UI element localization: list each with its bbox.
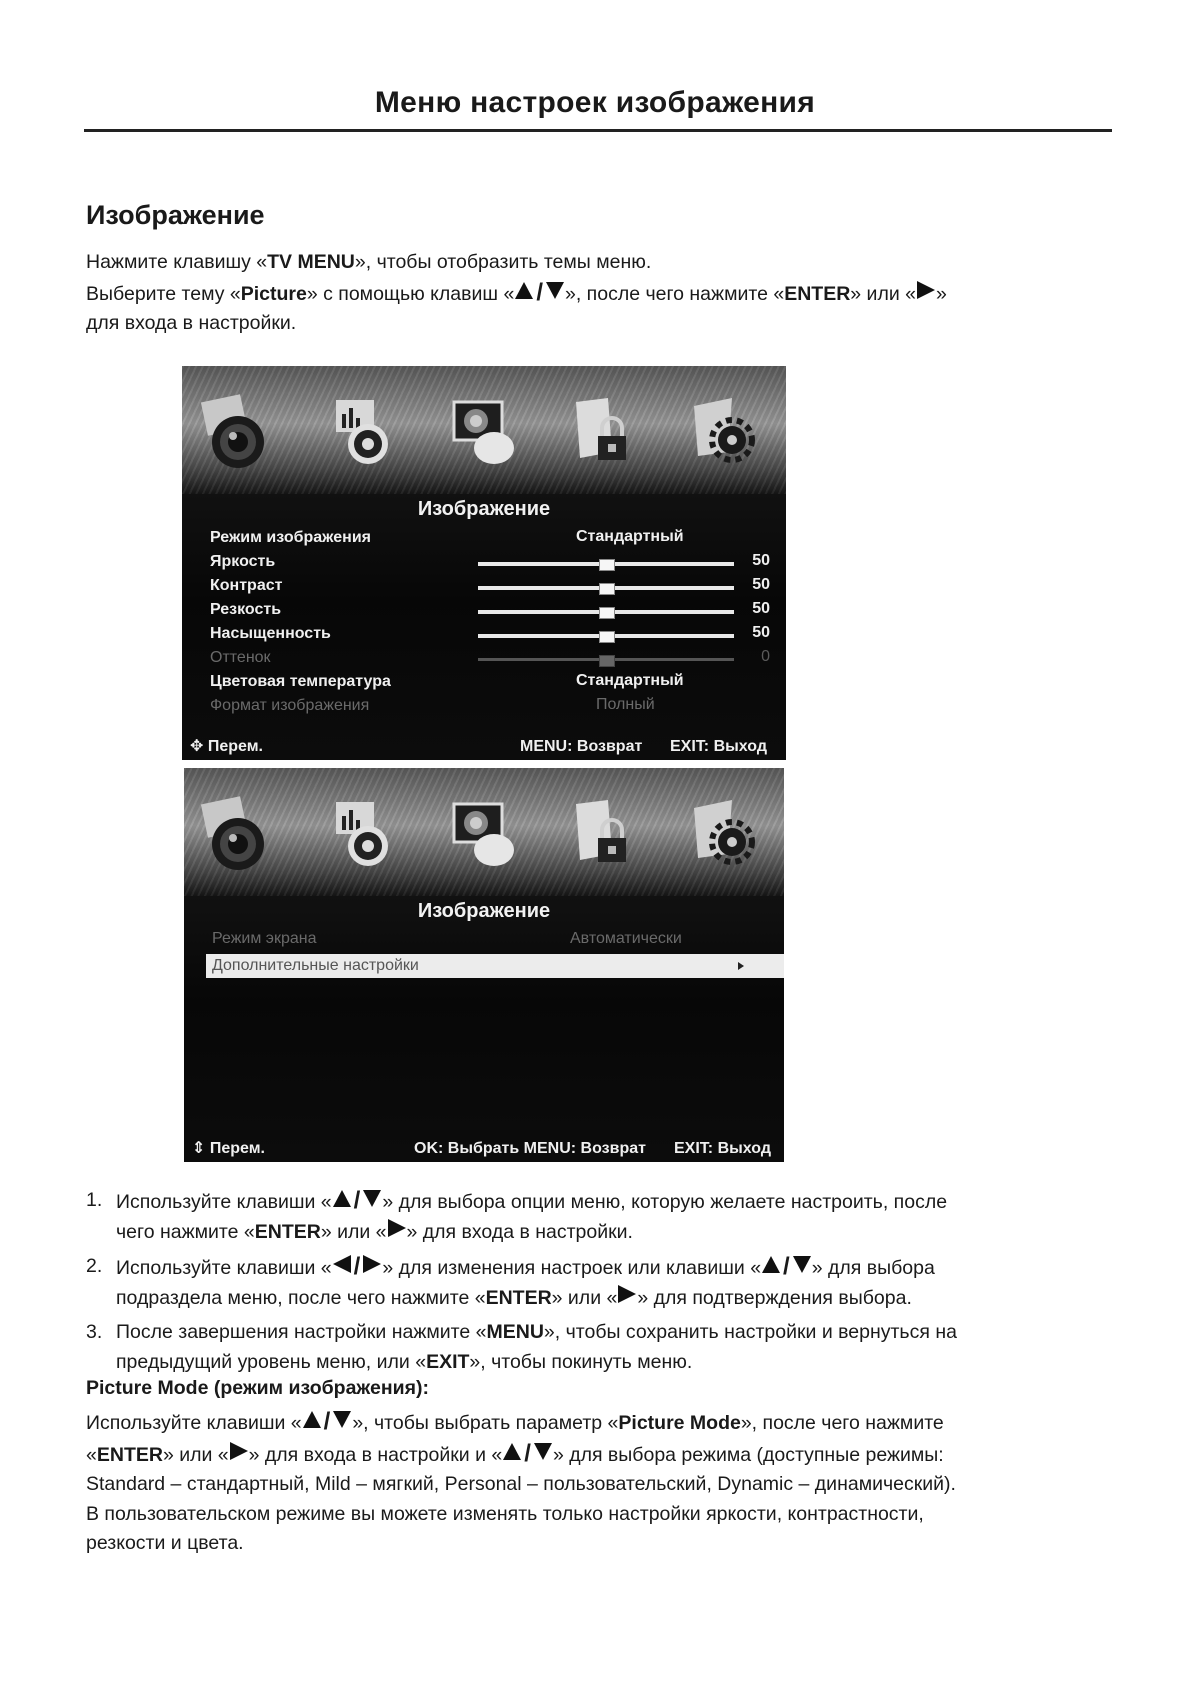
up-arrow-icon — [515, 282, 533, 299]
aspect-ratio-value: Полный — [596, 696, 655, 713]
advanced-settings-label: Дополнительные настройки — [212, 957, 419, 974]
footer-exit: EXIT: Выход — [674, 1140, 771, 1157]
lock-icon — [568, 794, 638, 874]
up-arrow-icon — [503, 1443, 521, 1460]
tint-value: 0 — [761, 648, 770, 665]
picture-mode-heading: Picture Mode (режим изображения): — [86, 1377, 429, 1399]
up-arrow-icon — [762, 1256, 780, 1273]
contrast-slider[interactable] — [478, 586, 734, 590]
instruction-steps — [86, 1186, 1126, 1382]
menu-row-advanced-settings[interactable] — [206, 954, 784, 978]
step-1: 1. Используйте клавиши « / » для выбора опции меню, которую желаете настроить, после чего нажмите «ENTER» или « » для входа в настройки. — [86, 1187, 948, 1243]
menu-panel — [182, 494, 786, 760]
right-arrow-icon — [363, 1255, 381, 1273]
brightness-slider[interactable] — [478, 562, 734, 566]
page-title: Меню настроек изображения — [374, 86, 816, 119]
slider-knob — [599, 655, 615, 667]
saturation-slider[interactable] — [478, 634, 734, 638]
up-arrow-icon — [303, 1411, 321, 1428]
picture-mode-value: Стандартный — [576, 528, 684, 545]
brightness-value: 50 — [752, 552, 770, 569]
right-arrow-icon — [917, 281, 935, 299]
step-2: 2. Используйте клавиши « / » для изменения настроек или клавиши « / » для выбора подраздела меню, после чего нажмите «ENTER» или « » для подтверждения выбора. — [86, 1253, 935, 1309]
menu-title: Изображение — [417, 900, 551, 922]
down-arrow-icon — [333, 1411, 351, 1428]
section-heading: Изображение — [86, 200, 265, 230]
menu-row-color-temperature[interactable]: Цветовая температура — [210, 673, 391, 690]
title-rule — [84, 129, 1112, 132]
menu-row-picture-mode[interactable]: Режим изображения — [210, 529, 372, 546]
sharpness-value: 50 — [752, 600, 770, 617]
menu-row-saturation[interactable]: Насыщенность — [210, 625, 331, 642]
footer-navigate: ✥ Перем. — [190, 738, 263, 755]
move-arrows-icon: ✥ — [190, 738, 208, 755]
picture-icon — [200, 392, 270, 472]
down-arrow-icon — [534, 1443, 552, 1460]
submenu-arrow-icon — [738, 962, 744, 970]
sound-icon — [330, 392, 400, 472]
step-3: 3. После завершения настройки нажмите «MENU», чтобы сохранить настройки и вернуться на предыдущий уровень меню, или «EXIT», чтобы покинуть меню. — [86, 1321, 957, 1373]
up-arrow-icon — [333, 1190, 351, 1207]
tv-picture-menu-screen-2 — [184, 768, 784, 1162]
saturation-value: 50 — [752, 624, 770, 641]
slider-knob[interactable] — [599, 583, 615, 595]
channel-icon — [450, 794, 520, 874]
footer-navigate: ⇕ Перем. — [192, 1140, 265, 1157]
screen-mode-value: Автоматически — [570, 930, 682, 947]
right-arrow-icon — [388, 1219, 406, 1237]
setup-icon — [688, 392, 758, 472]
lock-icon — [568, 392, 638, 472]
up-down-arrows-icon: ⇕ — [192, 1140, 210, 1157]
slider-knob[interactable] — [599, 559, 615, 571]
sound-icon — [330, 794, 400, 874]
menu-row-sharpness[interactable]: Резкость — [210, 601, 282, 618]
menu-row-contrast[interactable]: Контраст — [210, 577, 283, 594]
picture-icon — [200, 794, 270, 874]
right-arrow-icon — [230, 1442, 248, 1460]
menu-row-screen-mode: Режим экрана — [212, 930, 317, 947]
color-temperature-value: Стандартный — [576, 672, 684, 689]
menu-title: Изображение — [417, 498, 551, 520]
channel-icon — [450, 392, 520, 472]
footer-exit: EXIT: Выход — [670, 738, 767, 755]
tint-slider — [478, 658, 734, 661]
tv-picture-menu-screen — [182, 366, 786, 760]
intro-text: Нажмите клавишу «TV MENU», чтобы отобразить темы меню. Выберите тему «Picture» с помощью клавиш « / », после чего нажмите «ENTER» или « » для входа в настройки. — [86, 251, 947, 334]
down-arrow-icon — [793, 1256, 811, 1273]
contrast-value: 50 — [752, 576, 770, 593]
down-arrow-icon — [363, 1190, 381, 1207]
footer-ok-menu: OK: Выбрать MENU: Возврат — [414, 1140, 646, 1157]
right-arrow-icon — [618, 1285, 636, 1303]
menu-panel — [184, 896, 784, 1162]
footer-menu-back: MENU: Возврат — [520, 738, 643, 755]
slider-knob[interactable] — [599, 631, 615, 643]
menu-row-tint: Оттенок — [210, 649, 271, 666]
left-arrow-icon — [333, 1255, 351, 1273]
menu-row-brightness[interactable]: Яркость — [210, 553, 276, 570]
setup-icon — [688, 794, 758, 874]
down-arrow-icon — [546, 282, 564, 299]
menu-row-aspect-ratio: Формат изображения — [210, 697, 370, 714]
sharpness-slider[interactable] — [478, 610, 734, 614]
picture-mode-text: Используйте клавиши « / », чтобы выбрать параметр «Picture Mode», после чего нажмите «ENTER» или « » для входа в настройки и « / » для выбора режима (доступные режимы: Standard – стандартный, Mild – мягкий, Personal – пользовательский, Dynamic – динамический). В пользовательском режиме вы можете изменять только настройки яркости, контрастности, резкости и цвета. — [86, 1408, 956, 1554]
slider-knob[interactable] — [599, 607, 615, 619]
